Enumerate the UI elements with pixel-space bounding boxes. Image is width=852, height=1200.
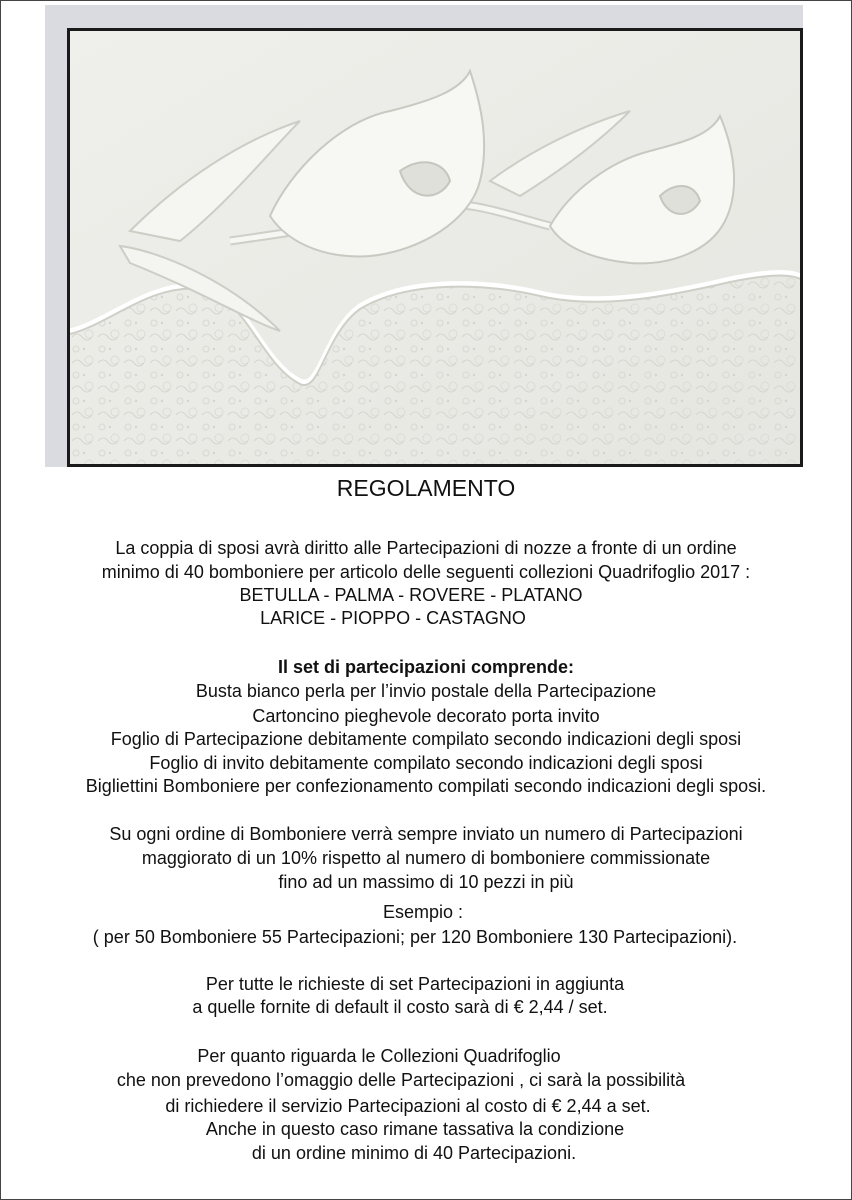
card-frame [67, 28, 803, 467]
collections-list: LARICE - PIOPPO - CASTAGNO [260, 608, 526, 628]
invitation-card-photo [45, 5, 803, 467]
set-item: Busta bianco perla per l’invio postale della Partecipazione [195, 681, 657, 701]
intro-line: minimo di 40 bomboniere per articolo delle seguenti collezioni Quadrifoglio 2017 : [101, 562, 751, 582]
page-title: REGOLAMENTO [336, 475, 516, 501]
other-collections-line: Anche in questo caso rimane tassativa la condizione [205, 1119, 625, 1139]
example-label: Esempio : [382, 902, 464, 922]
set-item: Bigliettini Bomboniere per confezionamento compilati secondo indicazioni degli sposi. [85, 776, 767, 796]
embossed-calla-lily-card [70, 31, 800, 464]
set-heading: Il set di partecipazioni comprende: [277, 657, 575, 677]
calla-lily-emboss-illustration [70, 31, 800, 464]
set-item: Foglio di Partecipazione debitamente compilato secondo indicazioni degli sposi [110, 729, 742, 749]
other-collections-line: Per quanto riguarda le Collezioni Quadrifoglio [197, 1046, 561, 1066]
collections-list: BETULLA - PALMA - ROVERE - PLATANO [239, 585, 583, 605]
example-text: ( per 50 Bomboniere 55 Partecipazioni; per 120 Bomboniere 130 Partecipazioni). [92, 927, 738, 947]
other-collections-line: di richiedere il servizio Partecipazioni al costo di € 2,44 a set. [165, 1096, 651, 1116]
other-collections-line: di un ordine minimo di 40 Partecipazioni. [251, 1143, 577, 1163]
order-rule-line: maggiorato di un 10% rispetto al numero di bomboniere commissionate [141, 848, 711, 868]
order-rule-line: Su ogni ordine di Bomboniere verrà sempre inviato un numero di Partecipazioni [109, 824, 743, 844]
set-item: Foglio di invito debitamente compilato secondo indicazioni degli sposi [149, 753, 703, 773]
extra-sets-line: Per tutte le richieste di set Partecipazioni in aggiunta [205, 974, 625, 994]
other-collections-line: che non prevedono l’omaggio delle Partecipazioni , ci sarà la possibilità [116, 1070, 686, 1090]
order-rule-line: fino ad un massimo di 10 pezzi in più [278, 872, 574, 892]
set-item: Cartoncino pieghevole decorato porta invito [252, 706, 600, 726]
intro-line: La coppia di sposi avrà diritto alle Partecipazioni di nozze a fronte di un ordine [115, 538, 737, 558]
extra-sets-line: a quelle fornite di default il costo sarà di € 2,44 / set. [192, 997, 608, 1017]
